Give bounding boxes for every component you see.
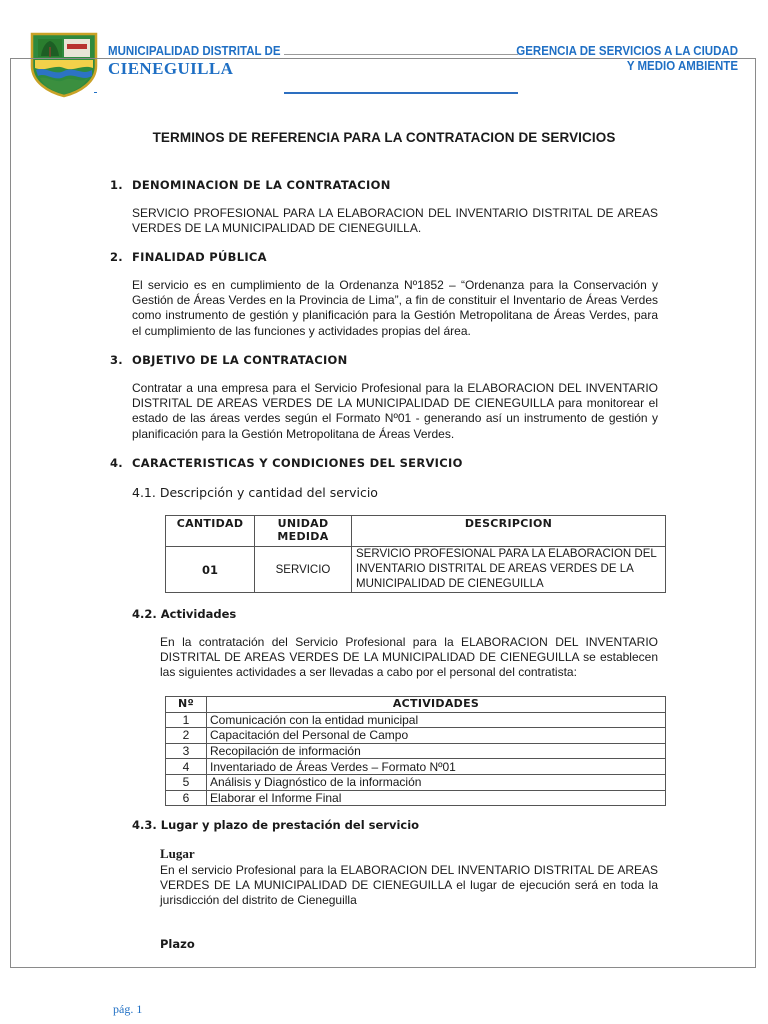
- table-row: [166, 547, 666, 593]
- cell-unidad: SERVICIO: [255, 547, 352, 593]
- service-description-table: [165, 515, 666, 593]
- activities-table: [165, 696, 666, 806]
- header-rule-top: [284, 54, 518, 55]
- department-line1: GERENCIA DE SERVICIOS A LA CIUDAD: [516, 44, 738, 58]
- table-header-row: [166, 697, 666, 713]
- activity-text: Elaborar el Informe Final: [207, 790, 666, 806]
- section-title: OBJETIVO DE LA CONTRATACION: [132, 353, 348, 367]
- section-number: 1.: [110, 178, 123, 192]
- section-2-heading: [110, 250, 267, 264]
- municipality-name: CIENEGUILLA: [108, 59, 234, 78]
- table-row: [166, 743, 666, 759]
- section-number: 3.: [110, 353, 123, 367]
- activity-text: Inventariado de Áreas Verdes – Formato Nº01: [207, 759, 666, 775]
- activity-number: 2: [166, 728, 207, 744]
- section-4-heading: [110, 456, 463, 470]
- subsection-number: 4.1.: [132, 485, 156, 500]
- cell-descripcion: SERVICIO PROFESIONAL PARA LA ELABORACION DEL INVENTARIO DISTRITAL DE AREAS VERDES DE LA MUNICIPALIDAD DE CIENEGUILLA: [352, 547, 666, 593]
- activity-text: Recopilación de información: [207, 743, 666, 759]
- table-row: [166, 790, 666, 806]
- subsection-4-1-heading: [132, 485, 378, 500]
- department-line2: Y MEDIO AMBIENTE: [626, 59, 738, 73]
- subsection-4-2-heading: [132, 607, 236, 621]
- lugar-label: Lugar: [160, 846, 195, 861]
- section-title: FINALIDAD PÚBLICA: [132, 250, 267, 264]
- subsection-number: 4.2.: [132, 607, 157, 621]
- activity-number: 6: [166, 790, 207, 806]
- municipality-line1: MUNICIPALIDAD DISTRITAL DE: [108, 44, 281, 58]
- cell-cantidad: 01: [166, 547, 255, 593]
- subsection-title: Descripción y cantidad del servicio: [159, 485, 378, 500]
- subsection-4-3-heading: [132, 818, 419, 832]
- table-header-row: [166, 516, 666, 547]
- section-1-heading: [110, 178, 391, 192]
- activity-number: 3: [166, 743, 207, 759]
- col-header-cantidad: CANTIDAD: [166, 516, 255, 547]
- activity-text: Capacitación del Personal de Campo: [207, 728, 666, 744]
- activity-text: Comunicación con la entidad municipal: [207, 712, 666, 728]
- section-1-body: SERVICIO PROFESIONAL PARA LA ELABORACION DEL INVENTARIO DISTRITAL DE AREAS VERDES DE LA MUNICIPALIDAD DE CIENEGUILLA.: [132, 206, 658, 236]
- section-2-body: El servicio es en cumplimiento de la Ordenanza Nº1852 – “Ordenanza para la Conservación y Gestión de Áreas Verdes en la Provincia de Lima”, a fin de constituir el Inventario de Áreas Verdes como instrumento de gestión y planificación para la Gestión Metropolitana de Áreas Verdes, para el cumplimiento de las funciones y actividades propias del área.: [132, 278, 658, 338]
- col-header-descripcion: DESCRIPCION: [352, 516, 666, 547]
- lugar-body: En el servicio Profesional para la ELABORACION DEL INVENTARIO DISTRITAL DE AREAS VERDES DE LA MUNICIPALIDAD DE CIENEGUILLA el lugar de ejecución será en toda la jurisdicción del distrito de Cieneguilla: [160, 863, 658, 908]
- plazo-label: Plazo: [160, 937, 195, 951]
- table-row: [166, 759, 666, 775]
- section-number: 2.: [110, 250, 123, 264]
- col-header-number: Nº: [166, 697, 207, 713]
- activity-number: 5: [166, 774, 207, 790]
- subsection-number: 4.3.: [132, 818, 157, 832]
- section-title: DENOMINACION DE LA CONTRATACION: [132, 178, 391, 192]
- section-3-heading: [110, 353, 348, 367]
- subsection-title: Lugar y plazo de prestación del servicio: [160, 818, 420, 832]
- table-row: [166, 774, 666, 790]
- col-header-unidad: UNIDAD MEDIDA: [255, 516, 352, 547]
- activity-text: Análisis y Diagnóstico de la información: [207, 774, 666, 790]
- activities-intro: En la contratación del Servicio Profesional para la ELABORACION DEL INVENTARIO DISTRITAL DE AREAS VERDES DE LA MUNICIPALIDAD DE CIENEGUILLA se establecen las siguientes actividades a ser llevadas a cabo por el personal del contratista:: [160, 635, 658, 680]
- document-title: TERMINOS DE REFERENCIA PARA LA CONTRATACION DE SERVICIOS: [152, 130, 616, 145]
- activity-number: 1: [166, 712, 207, 728]
- section-3-body: Contratar a una empresa para el Servicio Profesional para la ELABORACION DEL INVENTARIO DISTRITAL DE AREAS VERDES DE LA MUNICIPALIDAD DE CIENEGUILLA para monitorear el estado de las áreas verdes según el Formato Nº01 - generando así un instrumento de gestión y planificación para la Gestión Metropolitana de Áreas Verdes.: [132, 381, 658, 441]
- col-header-activities: ACTIVIDADES: [207, 697, 666, 713]
- activity-number: 4: [166, 759, 207, 775]
- subsection-title: Actividades: [160, 607, 237, 621]
- table-row: [166, 728, 666, 744]
- section-number: 4.: [110, 456, 123, 470]
- table-row: [166, 712, 666, 728]
- page-number: pág. 1: [113, 1002, 143, 1016]
- section-title: CARACTERISTICAS Y CONDICIONES DEL SERVICIO: [132, 456, 463, 470]
